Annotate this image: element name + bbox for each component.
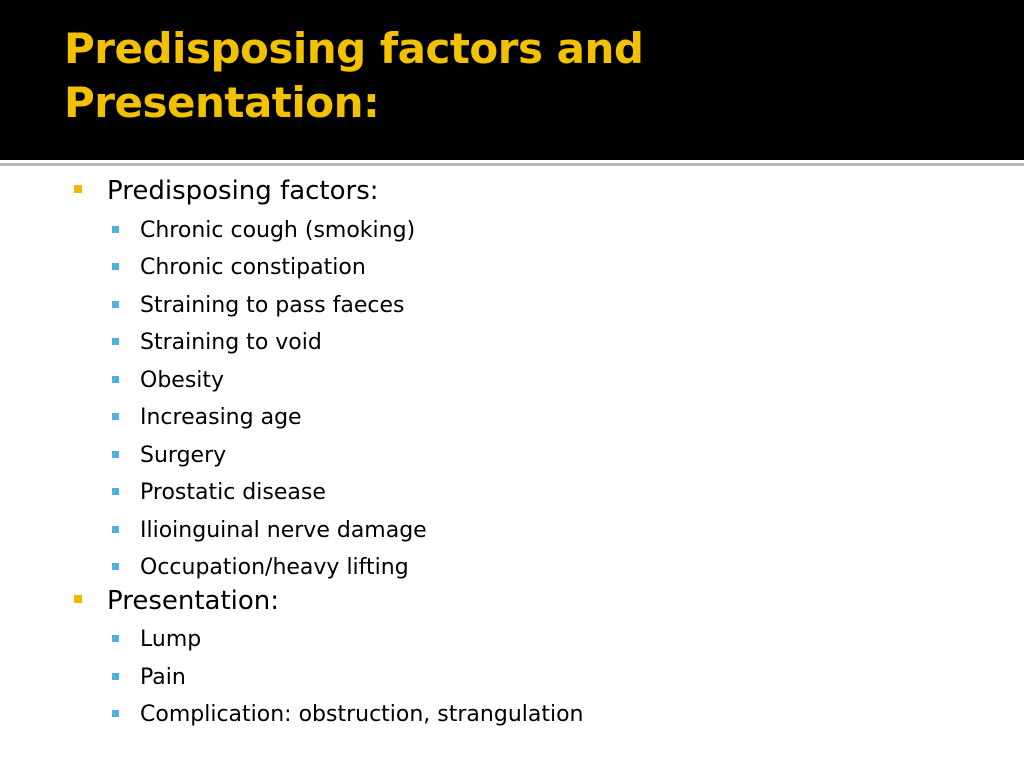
list-item-text: Pain	[140, 665, 186, 690]
square-bullet-icon	[112, 710, 119, 717]
list-item-text: Lump	[140, 627, 202, 652]
list-item	[112, 701, 584, 729]
square-bullet-icon	[112, 301, 119, 308]
square-bullet-icon	[112, 226, 119, 233]
list-item	[112, 626, 201, 654]
list-item	[112, 254, 366, 282]
list-item-text: Complication: obstruction, strangulation	[140, 702, 584, 727]
list-item-text: Ilioinguinal nerve damage	[140, 518, 427, 543]
square-bullet-icon	[112, 338, 119, 345]
list-item	[112, 442, 226, 470]
list-item-text: Prostatic disease	[140, 480, 326, 505]
square-bullet-icon	[112, 488, 119, 495]
list-item-text: Surgery	[140, 443, 227, 468]
list-item-text: Increasing age	[140, 405, 302, 430]
list-item	[112, 517, 427, 545]
square-bullet-icon	[112, 526, 119, 533]
list-item	[112, 404, 302, 432]
square-bullet-icon	[112, 673, 119, 680]
list-item	[112, 292, 404, 320]
section-heading-presentation	[74, 585, 279, 617]
list-item-text: Straining to pass faeces	[140, 293, 405, 318]
square-bullet-icon	[112, 635, 119, 642]
list-item	[112, 367, 224, 395]
list-item-text: Occupation/heavy lifting	[140, 555, 409, 580]
square-bullet-icon	[74, 595, 82, 603]
list-item-text: Chronic cough (smoking)	[140, 218, 416, 243]
slide-title: Predisposing factors and Presentation:	[64, 24, 644, 127]
list-item	[112, 479, 326, 507]
list-item	[112, 217, 415, 245]
square-bullet-icon	[74, 185, 82, 193]
square-bullet-icon	[112, 563, 119, 570]
list-item-text: Straining to void	[140, 330, 322, 355]
list-item-text: Chronic constipation	[140, 255, 366, 280]
square-bullet-icon	[112, 451, 119, 458]
square-bullet-icon	[112, 376, 119, 383]
section-heading-predisposing	[74, 175, 379, 207]
list-item	[112, 329, 322, 357]
list-item	[112, 664, 186, 692]
list-item	[112, 554, 409, 582]
list-item-text: Obesity	[140, 368, 225, 393]
square-bullet-icon	[112, 413, 119, 420]
section-heading-text: Presentation:	[107, 586, 280, 616]
section-heading-text: Predisposing factors:	[107, 176, 379, 206]
square-bullet-icon	[112, 263, 119, 270]
